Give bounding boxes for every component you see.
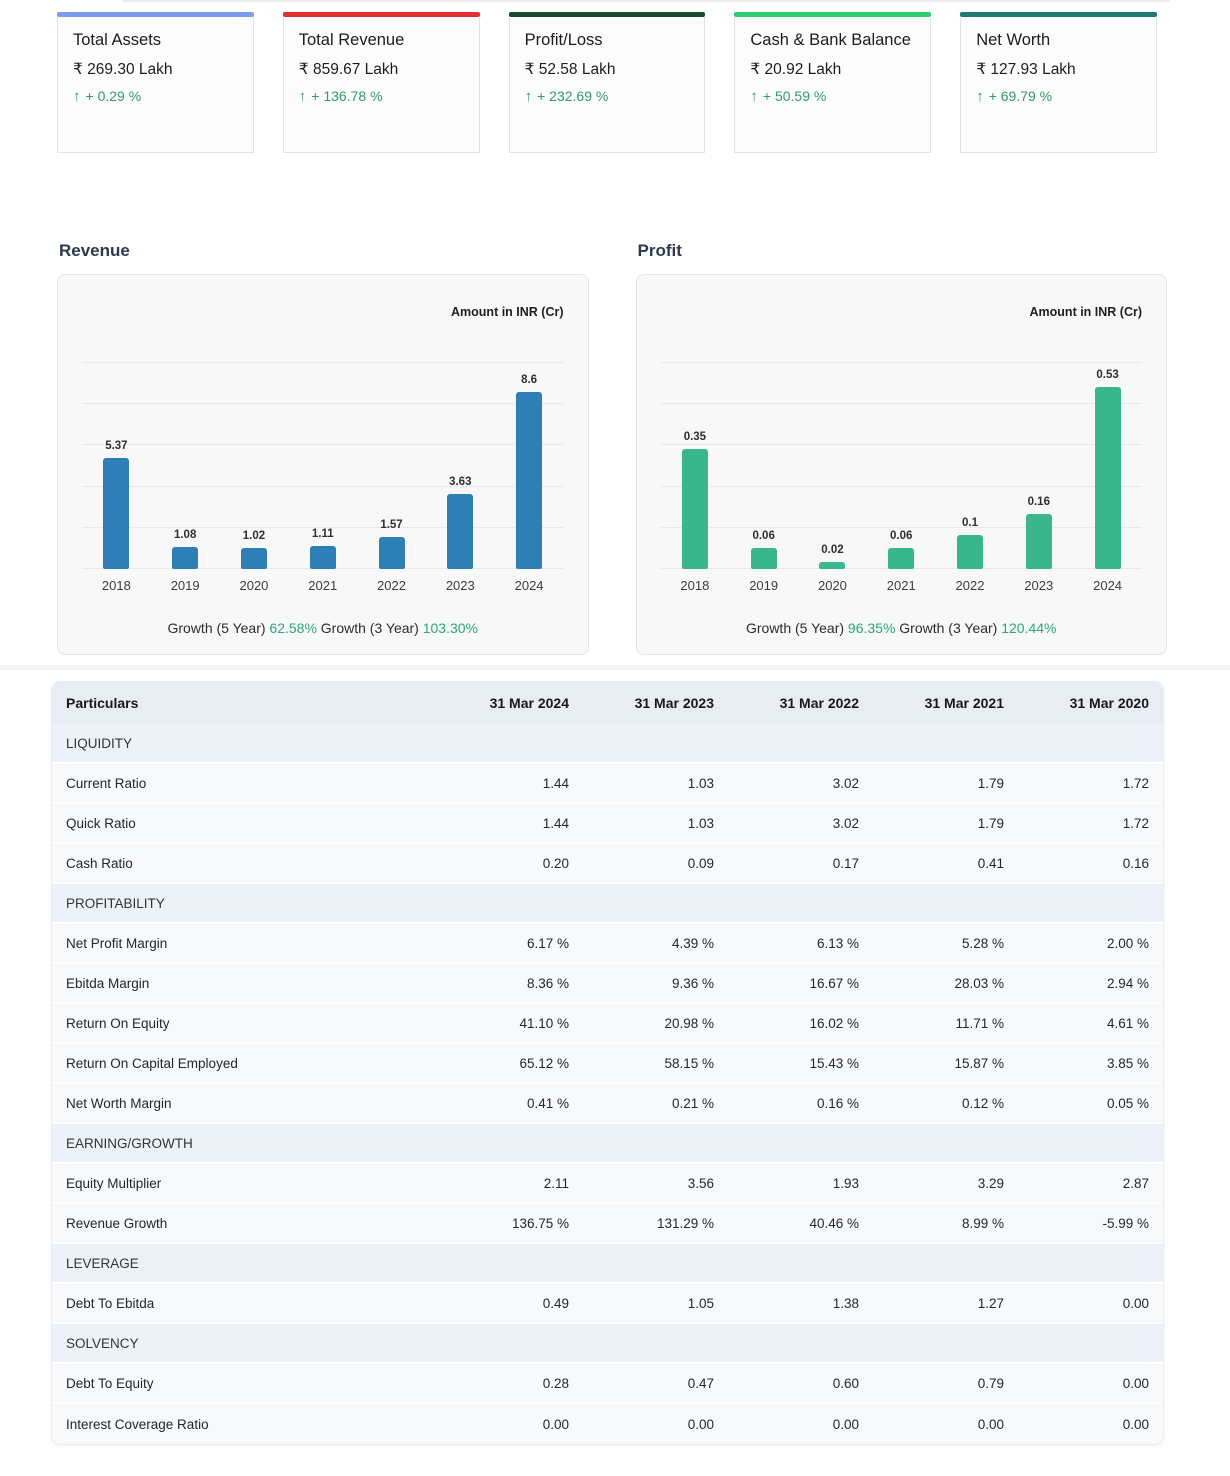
stat-card <box>960 12 1157 153</box>
stat-card-body <box>734 17 931 153</box>
table-section-label: EARNING/GROWTH <box>66 1135 193 1151</box>
table-cell: 3.56 <box>687 1175 714 1191</box>
bar-value-label: 0.35 <box>683 431 707 443</box>
stat-card-body <box>960 17 1157 153</box>
up-arrow-icon: ↑ <box>976 87 984 105</box>
table-cell: 0.49 <box>542 1295 569 1311</box>
table-cell: 40.46 % <box>809 1215 859 1231</box>
table-cell: 6.17 % <box>526 935 569 951</box>
up-arrow-icon: ↑ <box>73 87 81 105</box>
table-cell: 131.29 % <box>656 1215 714 1231</box>
x-axis-label: 2023 <box>1024 578 1054 593</box>
table-cell: 8.36 % <box>526 975 569 991</box>
x-axis-label: 2018 <box>680 578 710 593</box>
table-cell: 0.20 <box>542 855 569 871</box>
table-section-label: PROFITABILITY <box>66 895 165 911</box>
stat-card <box>734 12 931 153</box>
table-cell: 0.41 % <box>526 1095 569 1111</box>
table-cell: 2.87 <box>1122 1175 1149 1191</box>
bar-group <box>426 476 495 569</box>
bar[interactable] <box>103 458 129 569</box>
table-cell: 0.00 <box>977 1416 1004 1432</box>
bar-value-label: 1.11 <box>311 528 334 540</box>
table-cell: Equity Multiplier <box>66 1175 162 1191</box>
stat-card-title: Net Worth <box>976 31 1051 49</box>
section-divider <box>0 665 1230 670</box>
bar-value-label: 0.06 <box>890 530 913 542</box>
x-axis-label: 2019 <box>749 578 779 593</box>
table-cell: Cash Ratio <box>66 855 133 871</box>
stat-card-change <box>750 88 915 104</box>
table-cell: 20.98 % <box>664 1015 714 1031</box>
table-cell: 0.00 <box>1122 1295 1149 1311</box>
table-cell: 2.00 % <box>1106 935 1149 951</box>
growth-3yr-value: 103.30% <box>422 620 479 636</box>
table-row <box>52 844 1163 884</box>
stat-card-change <box>299 88 464 104</box>
table-cell: 0.00 <box>1122 1375 1149 1391</box>
chart-title: Profit <box>637 241 682 260</box>
gridline <box>82 403 564 404</box>
table-cell: 8.99 % <box>961 1215 1004 1231</box>
stat-card-title: Total Revenue <box>298 31 405 49</box>
bar-group <box>1004 496 1073 569</box>
table-cell: 1.38 <box>832 1295 859 1311</box>
stat-card-change-text: + 69.79 % <box>988 88 1053 105</box>
x-axis-label: 2022 <box>377 578 406 593</box>
table-cell: 0.17 <box>832 855 859 871</box>
x-axis-label: 2018 <box>101 578 131 593</box>
table-cell: 16.02 % <box>809 1015 859 1031</box>
table-cell: 1.79 <box>977 815 1004 831</box>
bar[interactable] <box>1095 387 1121 569</box>
bar[interactable] <box>888 548 914 569</box>
bar[interactable] <box>310 546 336 569</box>
table-header-cell: 31 Mar 2021 <box>924 695 1004 711</box>
table-cell: 0.05 % <box>1106 1095 1149 1111</box>
table-cell: 0.47 <box>687 1375 714 1391</box>
table-row <box>52 1364 1163 1404</box>
chart-section-profit <box>636 241 1168 655</box>
gridline <box>661 403 1143 404</box>
table-cell: 0.60 <box>832 1375 859 1391</box>
table-cell: 1.79 <box>977 775 1004 791</box>
table-cell: 2.94 % <box>1106 975 1149 991</box>
chart-unit-label: Amount in INR (Cr) <box>451 305 564 319</box>
stat-card-body <box>509 17 706 153</box>
stat-card-value: ₹ 52.58 Lakh <box>524 61 616 79</box>
table-row <box>52 1084 1163 1124</box>
table-cell: 4.39 % <box>671 935 714 951</box>
stat-card-change <box>976 88 1141 104</box>
stat-card-value: ₹ 859.67 Lakh <box>298 61 399 79</box>
growth-5yr-label: Growth (5 Year) <box>745 620 848 636</box>
stat-card-value: ₹ 20.92 Lakh <box>750 61 842 79</box>
table-cell: Revenue Growth <box>66 1215 168 1231</box>
x-axis-label: 2024 <box>1093 578 1123 593</box>
gridline <box>82 362 564 363</box>
table-cell: 0.41 <box>977 855 1004 871</box>
bar-value-label: 0.16 <box>1027 496 1050 508</box>
up-arrow-icon: ↑ <box>298 87 307 105</box>
table-cell: 0.00 <box>832 1416 859 1432</box>
x-axis-label: 2020 <box>239 578 269 593</box>
table-cell: 1.44 <box>542 775 569 791</box>
x-axis-label: 2020 <box>817 578 847 593</box>
table-section-label: LIQUIDITY <box>66 735 133 751</box>
table-cell: 1.44 <box>542 815 569 831</box>
bar[interactable] <box>447 494 473 569</box>
table-section-label: SOLVENCY <box>66 1335 139 1351</box>
bar[interactable] <box>751 548 777 569</box>
charts-row <box>57 241 1167 655</box>
bar[interactable] <box>172 547 198 569</box>
table-cell: 16.67 % <box>809 975 859 991</box>
table-cell: 3.02 <box>832 775 859 791</box>
stat-card <box>283 12 480 153</box>
gridline <box>82 444 564 445</box>
table-cell: 0.16 <box>1122 855 1149 871</box>
x-axis-label: 2023 <box>445 578 475 593</box>
bar-group <box>151 529 220 569</box>
table-row <box>52 964 1163 1004</box>
bar[interactable] <box>516 392 542 569</box>
table-cell: Ebitda Margin <box>66 975 150 991</box>
bar-group <box>729 530 798 569</box>
table-cell: 0.09 <box>687 855 714 871</box>
table-cell: Interest Coverage Ratio <box>66 1416 209 1432</box>
table-cell: 1.93 <box>832 1175 859 1191</box>
bar-plot <box>82 363 564 569</box>
bar-value-label: 3.63 <box>449 476 472 488</box>
stat-cards-row <box>57 12 1157 153</box>
bar[interactable] <box>957 535 983 569</box>
table-cell: Return On Capital Employed <box>66 1055 238 1071</box>
bar-plot <box>661 363 1143 569</box>
table-header-cell: 31 Mar 2022 <box>779 695 859 711</box>
table-section-row <box>52 1324 1163 1364</box>
x-axis-labels <box>82 578 564 593</box>
table-cell: 3.29 <box>977 1175 1004 1191</box>
chart-card <box>57 274 589 655</box>
table-row <box>52 804 1163 844</box>
table-cell: 41.10 % <box>519 1015 569 1031</box>
table-cell: Quick Ratio <box>66 815 136 831</box>
table-cell: 0.00 <box>542 1416 569 1432</box>
top-divider <box>123 0 1170 2</box>
bar-group <box>495 374 564 569</box>
table-row <box>52 1164 1163 1204</box>
bar[interactable] <box>819 562 845 569</box>
chart-unit-label: Amount in INR (Cr) <box>1029 305 1142 319</box>
bar-value-label: 1.08 <box>173 529 197 541</box>
table-cell: Net Profit Margin <box>66 935 168 951</box>
table-row <box>52 1044 1163 1084</box>
x-axis-label: 2021 <box>886 578 916 593</box>
table-row <box>52 1404 1163 1444</box>
growth-3yr-label: Growth (3 Year) <box>316 620 423 636</box>
stat-card <box>57 12 254 153</box>
up-arrow-icon: ↑ <box>524 87 533 105</box>
bar-value-label: 0.1 <box>962 517 979 529</box>
x-axis-label: 2022 <box>955 578 985 593</box>
stat-card-change-text: + 136.78 % <box>311 88 383 105</box>
table-cell: 0.21 % <box>671 1095 714 1111</box>
table-cell: 0.16 % <box>816 1095 859 1111</box>
table-cell: 4.61 % <box>1106 1015 1149 1031</box>
table-cell: 15.43 % <box>809 1055 859 1071</box>
stat-card-body <box>283 17 480 153</box>
table-cell: 2.11 <box>543 1175 569 1191</box>
bar[interactable] <box>1026 514 1052 569</box>
bar-value-label: 0.06 <box>752 530 775 542</box>
bar-value-label: 0.53 <box>1096 369 1119 381</box>
stat-card-body <box>57 17 254 153</box>
table-cell: 1.03 <box>687 815 714 831</box>
chart-section-revenue <box>57 241 589 655</box>
ratios-table <box>52 682 1163 1444</box>
table-row <box>52 1284 1163 1324</box>
table-cell: 0.00 <box>1122 1416 1149 1432</box>
table-cell: Return On Equity <box>66 1015 170 1031</box>
table-cell: 11.71 % <box>955 1015 1004 1031</box>
table-cell: 3.02 <box>832 815 859 831</box>
table-cell: Net Worth Margin <box>66 1095 172 1111</box>
table-cell: Debt To Equity <box>66 1375 154 1391</box>
table-section-row <box>52 1244 1163 1284</box>
stat-card-change <box>73 88 238 104</box>
growth-summary <box>661 620 1143 636</box>
bar-group <box>798 544 867 569</box>
up-arrow-icon: ↑ <box>750 87 758 105</box>
bar-value-label: 0.02 <box>821 544 844 556</box>
bar-value-label: 1.02 <box>242 530 266 542</box>
stat-card-value: ₹ 127.93 Lakh <box>976 61 1076 79</box>
table-section-label: LEVERAGE <box>66 1255 139 1271</box>
table-header-cell: 31 Mar 2023 <box>634 695 714 711</box>
stat-card-change-text: + 50.59 % <box>762 88 827 105</box>
table-cell: 0.00 <box>687 1416 714 1432</box>
bar-group <box>220 530 289 569</box>
growth-5yr-value: 62.58% <box>269 620 317 636</box>
table-header-cell: 31 Mar 2024 <box>489 695 569 711</box>
stat-card-title: Profit/Loss <box>524 31 603 49</box>
x-axis-label: 2021 <box>308 578 338 593</box>
table-cell: -5.99 % <box>1102 1215 1149 1231</box>
gridline <box>661 444 1143 445</box>
bar[interactable] <box>379 537 405 569</box>
stat-card <box>509 12 706 153</box>
table-cell: 0.12 % <box>961 1095 1004 1111</box>
bar[interactable] <box>241 548 267 569</box>
table-cell: 1.72 <box>1122 815 1149 831</box>
stat-card-value: ₹ 269.30 Lakh <box>73 61 173 79</box>
table-cell: 5.28 % <box>961 935 1004 951</box>
table-cell: 28.03 % <box>954 975 1004 991</box>
stat-card-title: Cash & Bank Balance <box>750 31 911 49</box>
stat-card-change-text: + 0.29 % <box>85 88 142 105</box>
table-cell: Debt To Ebitda <box>66 1295 155 1311</box>
table-cell: 1.72 <box>1122 775 1149 791</box>
table-cell: 0.28 <box>542 1375 569 1391</box>
table-row <box>52 924 1163 964</box>
bar-group <box>867 530 936 569</box>
gridline <box>661 362 1143 363</box>
table-row <box>52 1004 1163 1044</box>
table-section-row <box>52 884 1163 924</box>
bar-group <box>1073 369 1142 569</box>
growth-5yr-label: Growth (5 Year) <box>167 620 270 636</box>
growth-3yr-value: 120.44% <box>1001 620 1057 636</box>
table-row <box>52 1204 1163 1244</box>
stat-card-title: Total Assets <box>73 31 162 49</box>
table-section-row <box>52 1124 1163 1164</box>
table-cell: 1.03 <box>687 775 714 791</box>
table-header-cell: Particulars <box>66 695 139 711</box>
table-cell: Current Ratio <box>66 775 147 791</box>
table-section-row <box>52 724 1163 764</box>
x-axis-label: 2024 <box>514 578 544 593</box>
bar-group <box>661 431 730 569</box>
table-row <box>52 764 1163 804</box>
bar-group <box>357 519 426 569</box>
table-header-cell: 31 Mar 2020 <box>1069 695 1149 711</box>
bar-group <box>82 440 151 569</box>
bar-value-label: 8.6 <box>521 374 538 386</box>
stat-card-change <box>525 88 690 104</box>
table-cell: 15.87 % <box>954 1055 1004 1071</box>
table-cell: 1.05 <box>687 1295 714 1311</box>
bar-group <box>288 528 357 569</box>
table-cell: 6.13 % <box>816 935 859 951</box>
table-cell: 9.36 % <box>671 975 714 991</box>
table-cell: 136.75 % <box>511 1215 569 1231</box>
bar-value-label: 5.37 <box>105 440 128 452</box>
bar[interactable] <box>682 449 708 569</box>
stat-card-change-text: + 232.69 % <box>537 88 609 105</box>
bar-value-label: 1.57 <box>380 519 403 531</box>
table-header-row <box>52 682 1163 724</box>
growth-5yr-value: 96.35% <box>847 620 896 636</box>
table-cell: 3.85 % <box>1106 1055 1149 1071</box>
x-axis-label: 2019 <box>170 578 200 593</box>
chart-card <box>636 274 1168 655</box>
table-cell: 65.12 % <box>519 1055 569 1071</box>
table-cell: 58.15 % <box>664 1055 714 1071</box>
x-axis-labels <box>661 578 1143 593</box>
bar-group <box>936 517 1005 569</box>
table-cell: 1.27 <box>977 1295 1004 1311</box>
growth-summary <box>82 620 564 636</box>
table-cell: 0.79 <box>977 1375 1004 1391</box>
chart-title: Revenue <box>59 241 130 260</box>
growth-3yr-label: Growth (3 Year) <box>895 620 1002 636</box>
gridline <box>661 486 1143 487</box>
